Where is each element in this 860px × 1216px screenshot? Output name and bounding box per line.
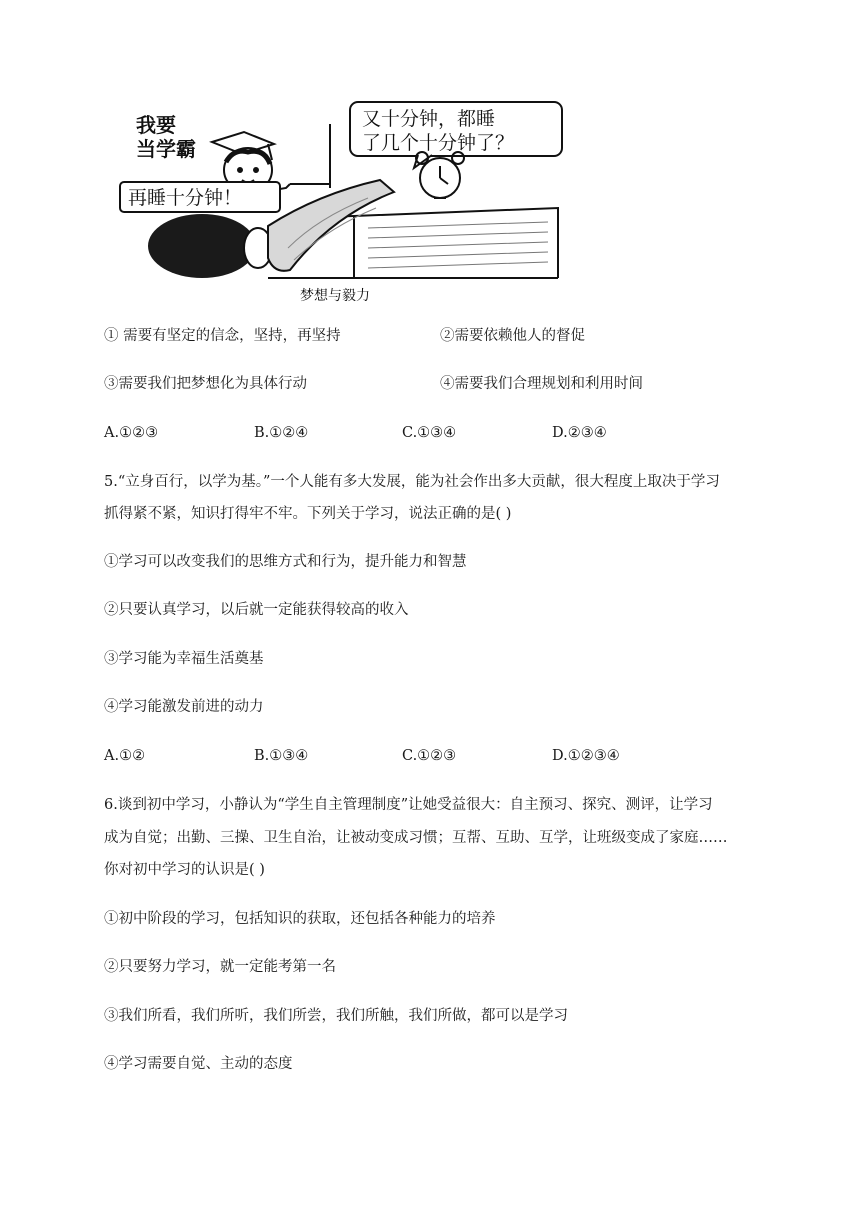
cartoon-figure: [118, 98, 566, 308]
q5-choice-c: C.①②③: [402, 748, 457, 764]
q5-choice-a: A.①②: [104, 748, 146, 764]
q4-choice-d: D.②③④: [552, 425, 607, 441]
q6-option-1: ①初中阶段的学习，包括知识的获取，还包括各种能力的培养: [104, 911, 496, 927]
q5-option-4: ④学习能激发前进的动力: [104, 699, 264, 715]
q4-choice-c: C.①③④: [402, 425, 457, 441]
q5-stem-line2: 抓得紧不紧，知识打得牢不牢。下列关于学习，说法正确的是( ): [104, 506, 512, 522]
q5-choice-d: D.①②③④: [552, 748, 620, 764]
cartoon-illustration: [118, 98, 566, 308]
speech-clock-line1: 又十分钟，都睡: [362, 108, 496, 130]
q4-option-3: ③需要我们把梦想化为具体行动: [104, 376, 307, 392]
q5-option-2: ②只要认真学习，以后就一定能获得较高的收入: [104, 602, 409, 618]
q4-choice-a: A.①②③: [104, 425, 159, 441]
q6-option-4: ④学习需要自觉、主动的态度: [104, 1056, 293, 1072]
speech-dream-line1: 我要: [136, 113, 176, 137]
q5-option-3: ③学习能为幸福生活奠基: [104, 651, 264, 667]
q5-stem-line1: 5.“立身百行，以学为基。”一个人能有多大发展，能为社会作出多大贡献，很大程度上取决于学习: [104, 474, 720, 490]
q4-option-2: ②需要依赖他人的督促: [440, 328, 585, 344]
speech-dream-line2: 当学霸: [136, 137, 196, 161]
q6-stem-line3: 你对初中学习的认识是( ): [104, 862, 265, 878]
q6-stem-line1: 6.谈到初中学习，小静认为“学生自主管理制度”让她受益很大：自主预习、探究、测评，让学习: [104, 797, 713, 813]
speech-sleep-text: 再睡十分钟！: [128, 187, 243, 209]
speech-clock-line2: 了几个十分钟了？: [362, 132, 515, 154]
figure-caption: 梦想与毅力: [300, 288, 370, 304]
q4-choice-b: B.①②④: [254, 425, 309, 441]
q6-option-3: ③我们所看，我们所听，我们所尝，我们所触，我们所做，都可以是学习: [104, 1008, 568, 1024]
q4-option-4: ④需要我们合理规划和利用时间: [440, 376, 643, 392]
q6-option-2: ②只要努力学习，就一定能考第一名: [104, 959, 336, 975]
q5-option-1: ①学习可以改变我们的思维方式和行为，提升能力和智慧: [104, 554, 467, 570]
q5-choice-b: B.①③④: [254, 748, 309, 764]
q6-stem-line2: 成为自觉；出勤、三操、卫生自治，让被动变成习惯；互帮、互助、互学，让班级变成了家庭……: [104, 830, 728, 846]
q4-option-1: ① 需要有坚定的信念，坚持，再坚持: [104, 328, 341, 344]
